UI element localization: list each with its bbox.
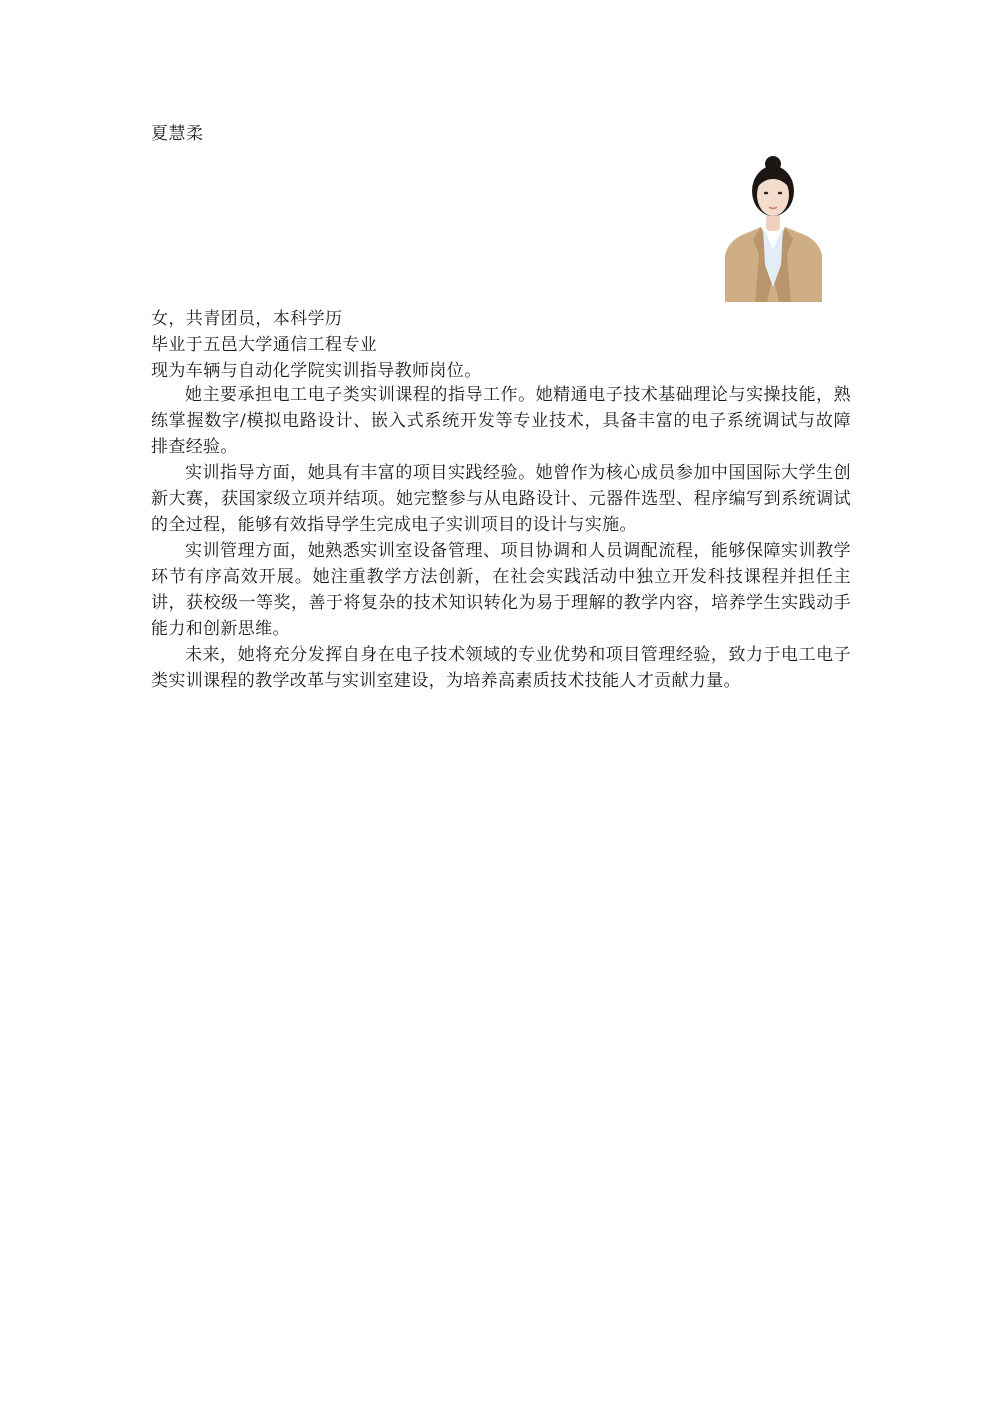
bio-paragraph: 实训管理方面，她熟悉实训室设备管理、项目协调和人员调配流程，能够保障实训教学环节有序高效开展。她注重教学方法创新，在社会实践活动中独立开发科技课程并担任主讲，获校级一等奖，善于将复杂的技术知识转化为易于理解的教学内容，培养学生实践动手能力和创新思维。 [151, 541, 851, 639]
bio-paragraph: 实训指导方面，她具有丰富的项目实践经验。她曾作为核心成员参加中国国际大学生创新大赛，获国家级立项并结项。她完整参与从电路设计、元器件选型、程序编写到系统调试的全过程，能够有效指导学生完成电子实训项目的设计与实施。 [151, 463, 851, 535]
portrait-photo [725, 155, 822, 302]
bio-paragraph: 未来，她将充分发挥自身在电子技术领域的专业优势和项目管理经验，致力于电工电子类实训课程的教学改革与实训室建设，为培养高素质技术技能人才贡献力量。 [151, 645, 851, 691]
basic-info-line: 毕业于五邑大学通信工程专业 [151, 335, 378, 355]
basic-info-line: 女，共青团员，本科学历 [151, 309, 343, 329]
bio-paragraph: 她主要承担电工电子类实训课程的指导工作。她精通电子技术基础理论与实操技能，熟练掌握数字/模拟电路设计、嵌入式系统开发等专业技术，具备丰富的电子系统调试与故障排查经验。 [151, 385, 851, 457]
biography [151, 382, 851, 694]
person-name: 夏慧柔 [151, 124, 204, 144]
basic-info-line: 现为车辆与自动化学院实训指导教师岗位。 [151, 361, 482, 381]
basic-info [151, 306, 851, 384]
